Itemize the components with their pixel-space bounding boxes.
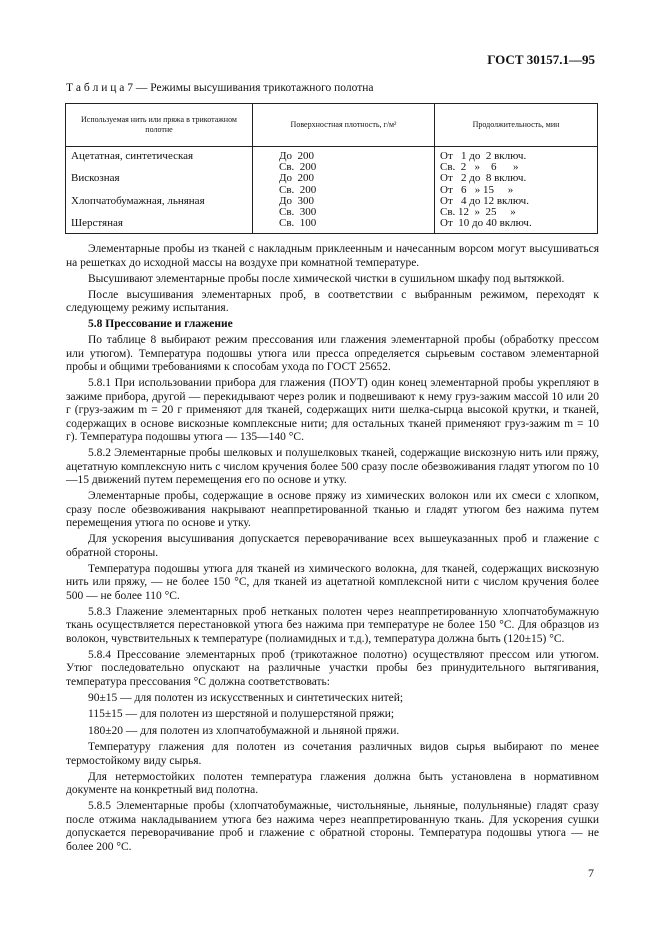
yarn-type-cell [66,147,253,234]
table-cell: Ацетатная, синтетическая [71,150,194,162]
list-item: 90±15 — для полотен из искусственных и синтетических нитей; [88,691,404,704]
surface-density-cell [253,147,435,234]
table-cell: До 200 [279,172,315,185]
body-text [66,243,599,857]
table-cell: Св. 12 » 25 » [440,205,516,218]
page-number: 7 [588,866,594,880]
table-cell: От 6 » 15 » [440,183,514,196]
paragraph: 5.8.5 Элементарные пробы (хлопчатобумажные, чистольняные, льняные, полульняные) гладят сразу после отжима накладыванием утюга без нажима через неаппретированную ткань. Для ускорения сушки допускается переворачивание проб и глажение с обратной стороны. Температура подошвы утюга — не более 200 °С. [66,800,599,853]
table-row [66,147,598,234]
table-cell: Св. 300 [279,205,317,218]
list-item: 180±20 — для полотен из хлопчатобумажной и льняной пряжи. [88,724,400,737]
header-surface-density: Поверхностная плотность, г/м² [253,104,435,147]
table-cell: Св. 100 [279,217,317,230]
table-cell: От 10 до 40 включ. [440,217,532,230]
standard-code: ГОСТ 30157.1—95 [487,52,595,67]
table-cell: Св. 200 [279,161,317,174]
paragraph: 5.8.1 При использовании прибора для глажения (ПОУТ) один конец элементарной пробы укрепляют в зажиме прибора, другой — перекидывают через ролик и подвешивают к нему груз-зажим массой 10 или 20 г (груз-зажим m = 20 г применяют для тканей, содержащих нити шелка-сырца высокой крутки, и тканей, содержащих в основе вискозные комплексные нити; для остальных тканей применяют груз-зажим m = 10 г). Температура подошвы утюга — 135—140 °С. [66,377,599,443]
paragraph: Элементарные пробы из тканей с накладным приклеенным и начесанным ворсом могут высушиваться на решетках до исходной массы на воздухе при комнатной температуре. [66,243,599,269]
table-header-row [66,104,598,147]
paragraph: 5.8.2 Элементарные пробы шелковых и полушелковых тканей, содержащие вискозную нить или пряжу, ацетатную комплексную нить с числом кручения более 500 сразу после обезвоживания гладят утюгом по 10—15 движений путем перемещения его по основе и утку. [66,447,599,486]
paragraph: 5.8.4 Прессование элементарных проб (трикотажное полотно) осуществляют прессом или утюгом. Утюг последовательно опускают на различные участки пробы без принудительного вытягивания, температура прессования °С должна соответствовать: [66,648,599,688]
section-heading: 5.8 Прессование и глажение [88,318,233,330]
paragraph: Для ускорения высушивания допускается переворачивание всех вышеуказанных проб и глажение с обратной стороны. [66,533,599,559]
drying-modes-table [65,103,598,234]
header-yarn-type: Используемая нить или пряжа в трикотажном полотне [66,104,253,147]
table-cell: Шерстяная [71,217,123,230]
table-cell: Хлопчатобумажная, льняная [71,194,205,207]
paragraph: Элементарные пробы, содержащие в основе пряжу из химических волокон или их смеси с хлопком, сразу после обезвоживания накрывают неаппретированной тканью и гладят утюгом без нажима путем перемещения утюга по основе и утку. [66,490,599,529]
table-cell: До 200 [279,150,315,162]
table-cell: Вискозная [71,172,120,185]
paragraph: После высушивания элементарных проб, в соответствии с выбранным режимом, переходят к следующему режиму испытания. [66,288,599,314]
table-caption: Т а б л и ц а 7 — Режимы высушивания трикотажного полотна [66,82,374,94]
duration-cell [435,147,598,234]
header-duration: Продолжительность, мин [435,104,598,147]
table-cell: До 300 [279,194,315,207]
table-cell: Св. 2 » 6 » [440,161,519,174]
paragraph: 5.8.3 Глажение элементарных проб нетканых полотен через неаппретированную хлопчатобумажную ткань осуществляется перестановкой утюга без нажима при температуре не более 150 °С. Для образцов из волокон, чувствительных к температуре (полиамидных и т.д.), температура должна быть (120±15) °С. [66,605,599,645]
table-cell: От 4 до 12 включ. [440,194,529,207]
table-cell: От 1 до 2 включ. [440,150,527,162]
paragraph: Для нетермостойких полотен температура глажения должна быть установлена в нормативном документе на конкретный вид полотна. [66,770,599,796]
list-item: 115±15 — для полотен из шерстяной и полушерстяной пряжи; [88,708,395,720]
paragraph: Температура подошвы утюга для тканей из химического волокна, для тканей, содержащих вискозную нить или пряжу, — не более 150 °С, для тканей из ацетатной комплексной нити с числом кручения более 500 — не более 110 °С. [66,562,599,602]
paragraph: Высушивают элементарные пробы после химической чистки в сушильном шкафу под вытяжкой. [88,272,565,285]
paragraph: Температуру глажения для полотен из сочетания различных видов сырья выбирают по менее термостойкому виду сырья. [66,741,599,767]
paragraph: По таблице 8 выбирают режим прессования или глажения элементарной пробы (обработку прессом или утюгом). Температура подошвы утюга или пресса определяется сырьевым составом элементарной пробы и общими требованиями к способам ухода по ГОСТ 25652. [66,334,599,373]
table-cell: Св. 200 [279,183,317,196]
table-cell: От 2 до 8 включ. [440,172,527,185]
